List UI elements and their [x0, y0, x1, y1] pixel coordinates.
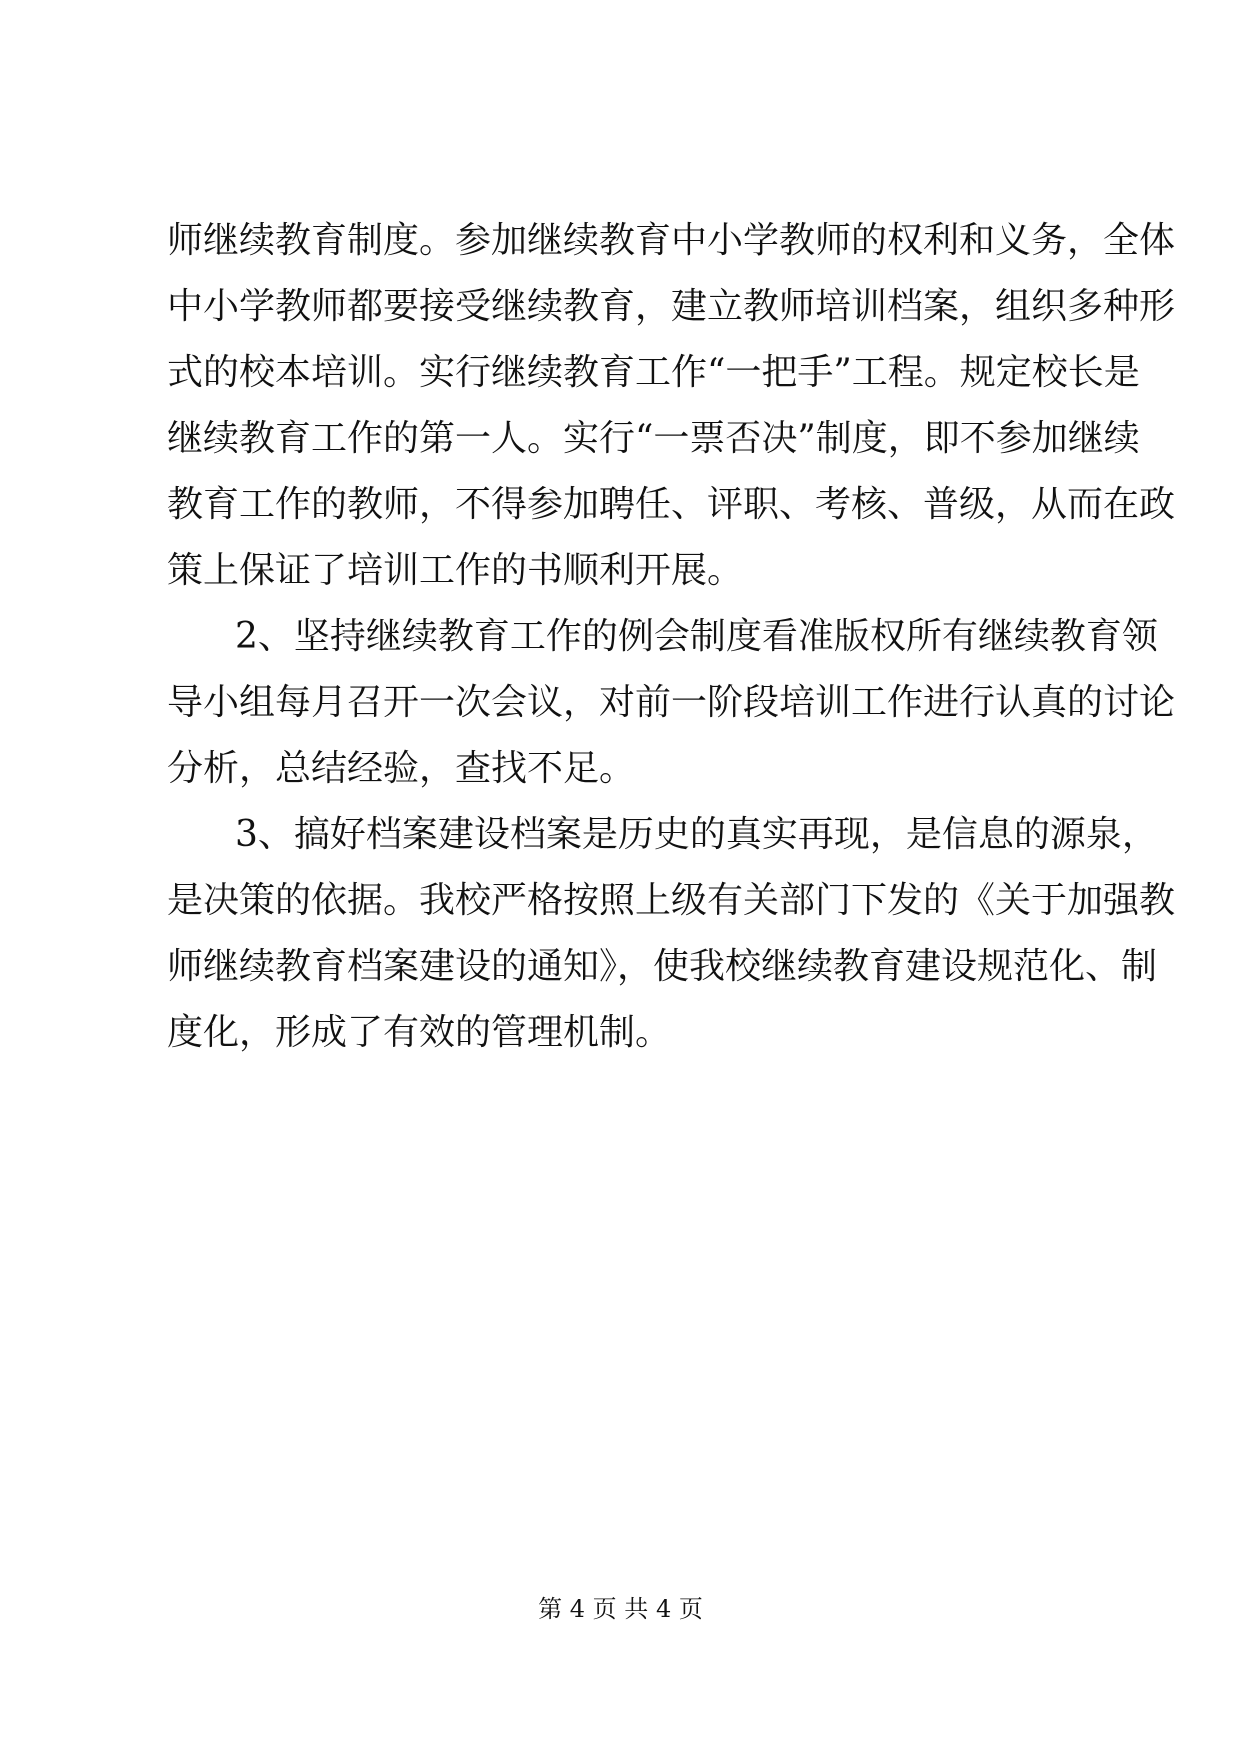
text-line: 师继续教育制度。参加继续教育中小学教师的权利和义务，全体 [167, 220, 1176, 261]
text-line: 式的校本培训。实行继续教育工作“一把手”工程。规定校长是 [167, 352, 1140, 393]
text-line: 策上保证了培训工作的书顺利开展。 [167, 550, 744, 591]
text-line: 分析，总结经验，查找不足。 [167, 748, 636, 789]
text-line: 是决策的依据。我校严格按照上级有关部门下发的《关于加强教 [167, 880, 1176, 921]
body-text [167, 208, 1176, 1066]
text-line: 导小组每月召开一次会议，对前一阶段培训工作进行认真的讨论 [167, 682, 1176, 723]
text-line: 2、坚持继续教育工作的例会制度看准版权所有继续教育领 [235, 616, 1158, 657]
text-line: 中小学教师都要接受继续教育，建立教师培训档案，组织多种形 [167, 286, 1176, 327]
page-number-footer: 第 4 页 共 4 页 [538, 1595, 703, 1623]
text-line: 度化，形成了有效的管理机制。 [167, 1012, 672, 1053]
text-line: 师继续教育档案建设的通知》，使我校继续教育建设规范化、制 [167, 946, 1158, 987]
text-line: 教育工作的教师，不得参加聘任、评职、考核、普级，从而在政 [167, 484, 1176, 525]
text-line: 3、搞好档案建设档案是历史的真实再现，是信息的源泉， [235, 814, 1158, 855]
text-line: 继续教育工作的第一人。实行“一票否决”制度，即不参加继续 [167, 418, 1140, 459]
